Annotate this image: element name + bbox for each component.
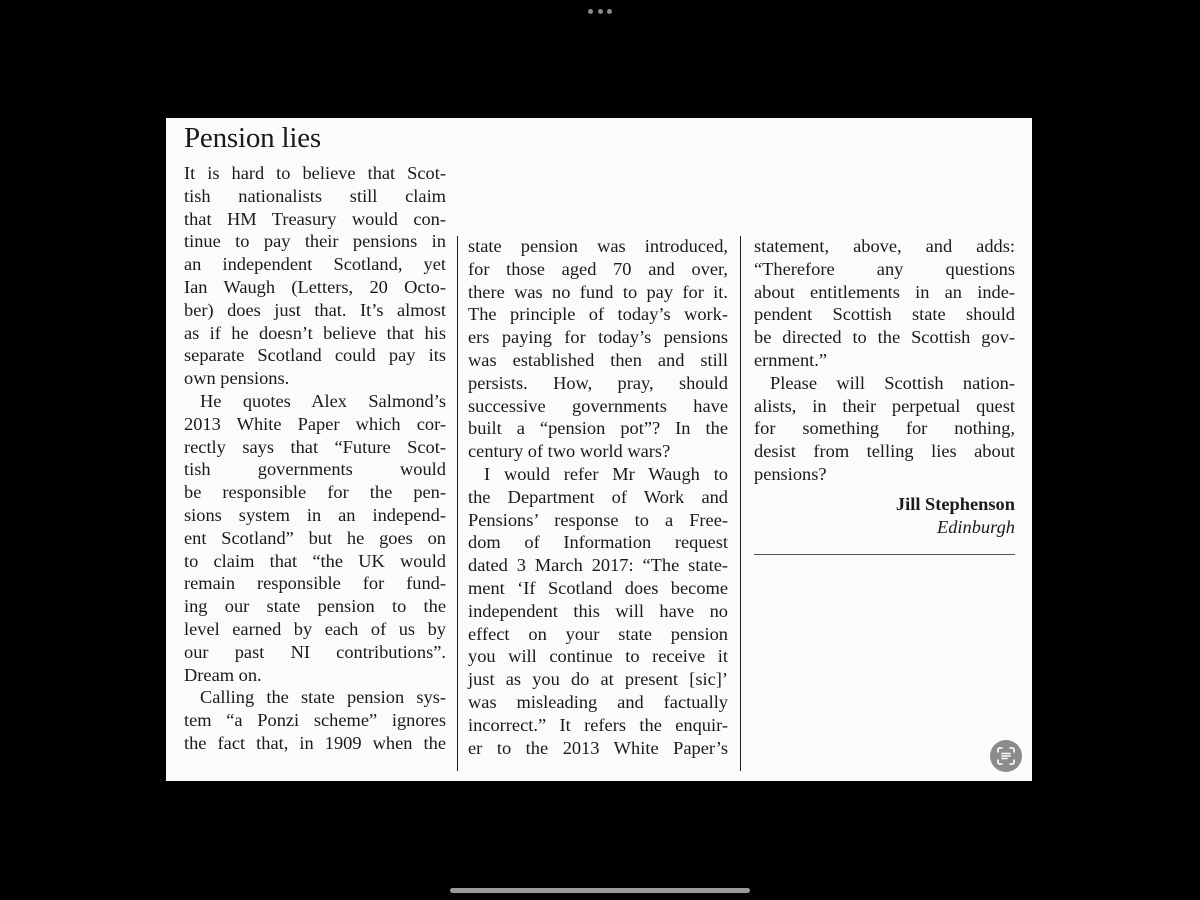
column-1 xyxy=(184,162,446,755)
text-scan-icon[interactable] xyxy=(990,740,1022,772)
text-line: dated 3 March 2017: “The state- xyxy=(468,555,728,576)
headline: Pension lies xyxy=(184,122,321,154)
text-line: was established then and still xyxy=(468,349,728,370)
text-line: ment ‘If Scotland does become xyxy=(468,577,728,598)
text-line: as if he doesn’t believe that his xyxy=(184,322,446,343)
text-line: persists. How, pray, should xyxy=(468,372,728,393)
text-line: ernment.” xyxy=(754,349,828,370)
text-line: an independent Scotland, yet xyxy=(184,254,446,275)
text-line: was misleading and factually xyxy=(468,691,728,712)
text-line: about entitlements in an inde- xyxy=(754,281,1015,302)
text-line: effect on your state pension xyxy=(468,623,728,644)
text-line: sions system in an independ- xyxy=(184,504,446,525)
text-line: ent Scotland” but he goes on xyxy=(184,527,446,548)
signature-name: Jill Stephenson xyxy=(895,494,1015,514)
text-line: incorrect.” It refers the enquir- xyxy=(468,714,728,735)
text-line: alists, in their perpetual quest xyxy=(754,395,1015,416)
text-line: The principle of today’s work- xyxy=(468,304,728,325)
dot xyxy=(588,9,593,14)
more-dots-icon[interactable] xyxy=(588,6,612,16)
text-line: dom of Information request xyxy=(468,532,728,553)
text-line: you will continue to receive it xyxy=(468,646,728,667)
text-line: state pension was introduced, xyxy=(468,236,728,256)
text-line: that HM Treasury would con- xyxy=(184,208,446,229)
text-line: separate Scotland could pay its xyxy=(184,345,446,366)
text-line: successive governments have xyxy=(468,395,728,416)
text-line: to claim that “the UK would xyxy=(184,550,446,571)
text-line: Calling the state pension sys- xyxy=(200,687,446,708)
signature-place: Edinburgh xyxy=(937,517,1015,537)
text-line: statement, above, and adds: xyxy=(754,236,1015,256)
column-3 xyxy=(754,235,1015,486)
text-line: level earned by each of us by xyxy=(184,618,446,639)
text-line: Dream on. xyxy=(184,664,262,685)
text-line: our past NI contributions”. xyxy=(184,641,446,662)
text-line: 2013 White Paper which cor- xyxy=(184,413,446,434)
end-rule xyxy=(754,554,1015,555)
text-line: Pensions’ response to a Free- xyxy=(468,509,728,530)
dot xyxy=(598,9,603,14)
text-line: tish governments would xyxy=(184,459,446,480)
text-line: desist from telling lies about xyxy=(754,441,1015,462)
newspaper-clipping xyxy=(166,118,1032,781)
text-line: be responsible for the pen- xyxy=(184,482,446,503)
text-line: there was no fund to pay for it. xyxy=(468,281,728,302)
text-line: Please will Scottish nation- xyxy=(770,372,1015,393)
text-line: “Therefore any questions xyxy=(754,258,1015,279)
text-line: the Department of Work and xyxy=(468,486,728,507)
text-line: pendent Scottish state should xyxy=(754,304,1015,325)
text-line: It is hard to believe that Scot- xyxy=(184,163,446,183)
text-line: just as you do at present [sic]’ xyxy=(468,669,728,690)
text-line: tish nationalists still claim xyxy=(184,185,446,206)
text-line: Ian Waugh (Letters, 20 Octo- xyxy=(184,276,446,297)
text-line: pensions? xyxy=(754,463,827,484)
text-line: tem “a Ponzi scheme” ignores xyxy=(184,710,446,731)
home-indicator[interactable] xyxy=(450,888,750,893)
text-line: tinue to pay their pensions in xyxy=(184,231,446,252)
text-line: rectly says that “Future Scot- xyxy=(184,436,446,457)
text-line: ing our state pension to the xyxy=(184,596,446,617)
column-divider xyxy=(457,236,458,771)
text-line: the fact that, in 1909 when the xyxy=(184,732,446,753)
text-line: century of two world wars? xyxy=(468,441,671,462)
text-line: built a “pension pot”? In the xyxy=(468,418,728,439)
text-line: for something for nothing, xyxy=(754,418,1015,439)
text-line: remain responsible for fund- xyxy=(184,573,446,594)
text-line: be directed to the Scottish gov- xyxy=(754,327,1015,348)
text-line: for those aged 70 and over, xyxy=(468,258,728,279)
text-line: ers paying for today’s pensions xyxy=(468,327,728,348)
text-line: er to the 2013 White Paper’s xyxy=(468,737,728,758)
text-line: ber) does just that. It’s almost xyxy=(184,299,446,320)
column-divider xyxy=(740,236,741,771)
dot xyxy=(607,9,612,14)
text-line: I would refer Mr Waugh to xyxy=(484,463,728,484)
text-scan-glyph xyxy=(996,746,1016,766)
text-line: independent this will have no xyxy=(468,600,728,621)
text-line: own pensions. xyxy=(184,368,290,389)
column-2 xyxy=(468,235,728,759)
text-line: He quotes Alex Salmond’s xyxy=(200,390,446,411)
